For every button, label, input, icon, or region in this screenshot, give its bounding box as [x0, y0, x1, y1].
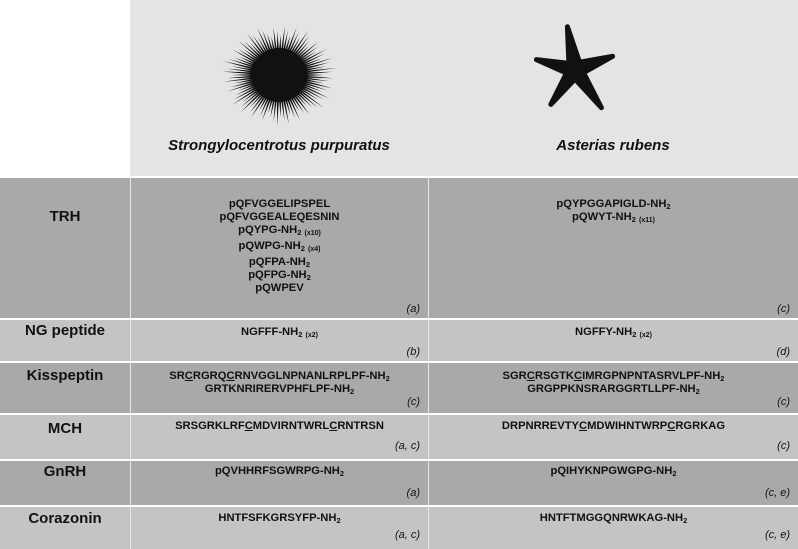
left-species-cell [130, 461, 428, 505]
table-row [0, 507, 798, 549]
reference-label: (c, e) [764, 529, 790, 541]
left-species-cell [130, 507, 428, 549]
right-species-cell [428, 507, 798, 549]
sequence-list [429, 420, 798, 433]
left-species-cell [130, 415, 428, 459]
sequence-list [131, 465, 428, 478]
reference-label: (b) [406, 346, 420, 358]
reference-label: (c, e) [764, 487, 790, 499]
peptide-family-label: Kisspeptin [26, 367, 104, 384]
peptide-sequence: pQWYT-$NH_2$ (x11) [572, 211, 655, 224]
peptide-sequence: DRPNRREVTYCMDWIHNTWRPCRGRKAG [501, 420, 726, 432]
starfish-silhouette-icon [530, 20, 620, 120]
right-species-cell [428, 363, 798, 413]
table-row [0, 363, 798, 413]
reference-label: (a) [406, 487, 420, 499]
species-label-left: Strongylocentrotus purpuratus [168, 137, 390, 154]
peptide-family-label: MCH [47, 420, 83, 437]
peptide-sequence: HNTFSFKGRSYFP-$NH_2$ [218, 512, 341, 525]
peptide-family-label: GnRH [43, 463, 87, 480]
reference-label: (a, c) [394, 440, 420, 452]
sequence-list [131, 420, 428, 433]
sequence-list [131, 512, 428, 525]
sea-urchin-silhouette-icon [214, 20, 344, 130]
sequence-list [429, 198, 798, 227]
peptide-family-label: Corazonin [28, 510, 102, 527]
peptide-family-label: TRH [49, 208, 81, 225]
peptide-sequence: pQYPG-$NH_2$ (x10) [238, 224, 321, 237]
right-species-cell [428, 320, 798, 361]
sequence-list [429, 465, 798, 478]
species-label-right: Asterias rubens [556, 137, 670, 154]
sequence-list [429, 326, 798, 342]
peptide-sequence: pQWPG-$NH_2$ (x4) [238, 240, 321, 253]
peptide-sequence: pQWPEV [255, 282, 304, 294]
table-row [0, 178, 798, 318]
sequence-list [429, 370, 798, 396]
peptide-sequence: pQFPG-$NH_2$ [248, 269, 311, 282]
left-species-cell [130, 178, 428, 318]
peptide-sequence: pQVHHRFSGWRPG-$NH_2$ [214, 465, 345, 478]
reference-label: (c) [777, 396, 790, 408]
peptide-sequence: pQIHYKNPGWGPG-$NH_2$ [550, 465, 677, 478]
right-species-cell [428, 178, 798, 318]
table-row [0, 461, 798, 505]
peptide-sequence: pQFPA-$NH_2$ [248, 256, 311, 269]
peptide-sequence: HNTFTMGGQNRWKAG-$NH_2$ [539, 512, 688, 525]
reference-label: (c) [777, 303, 790, 315]
sequence-list [131, 326, 428, 342]
sequence-list [429, 512, 798, 525]
reference-label: (c) [407, 396, 420, 408]
peptide-family-label: NG peptide [24, 322, 105, 339]
peptide-sequence: pQFVGGELIPSPEL [228, 198, 331, 210]
sequence-list [131, 198, 428, 295]
peptide-sequence: SGRCRSGTKCIMRGPNPNTASRVLPF-$NH_2$ [502, 370, 725, 383]
peptide-sequence: NGFFF-$NH_2$ (x2) [241, 326, 318, 339]
peptide-sequence: pQYPGGAPIGLD-$NH_2$ [556, 198, 671, 211]
peptide-sequence: GRTKNRIRERVPHFLPF-$NH_2$ [204, 383, 355, 396]
reference-label: (a) [406, 303, 420, 315]
reference-label: (d) [776, 346, 790, 358]
peptide-sequence: SRCRGRQCRNVGGLNPNANLRPLPF-$NH_2$ [169, 370, 390, 383]
reference-label: (c) [777, 440, 790, 452]
table-row [0, 320, 798, 361]
sequence-list [131, 370, 428, 396]
left-species-cell [130, 320, 428, 361]
peptide-sequence: GRGPPKNSRARGGRTLLPF-$NH_2$ [527, 383, 700, 396]
right-species-cell [428, 415, 798, 459]
table-row [0, 415, 798, 459]
peptide-sequence: NGFFY-$NH_2$ (x2) [575, 326, 652, 339]
peptide-sequence: SRSGRKLRFCMDVIRNTWRLCRNTRSN [175, 420, 384, 432]
peptide-sequence: pQFVGGEALEQESNIN [219, 211, 340, 223]
left-species-cell [130, 363, 428, 413]
reference-label: (a, c) [394, 529, 420, 541]
right-species-cell [428, 461, 798, 505]
